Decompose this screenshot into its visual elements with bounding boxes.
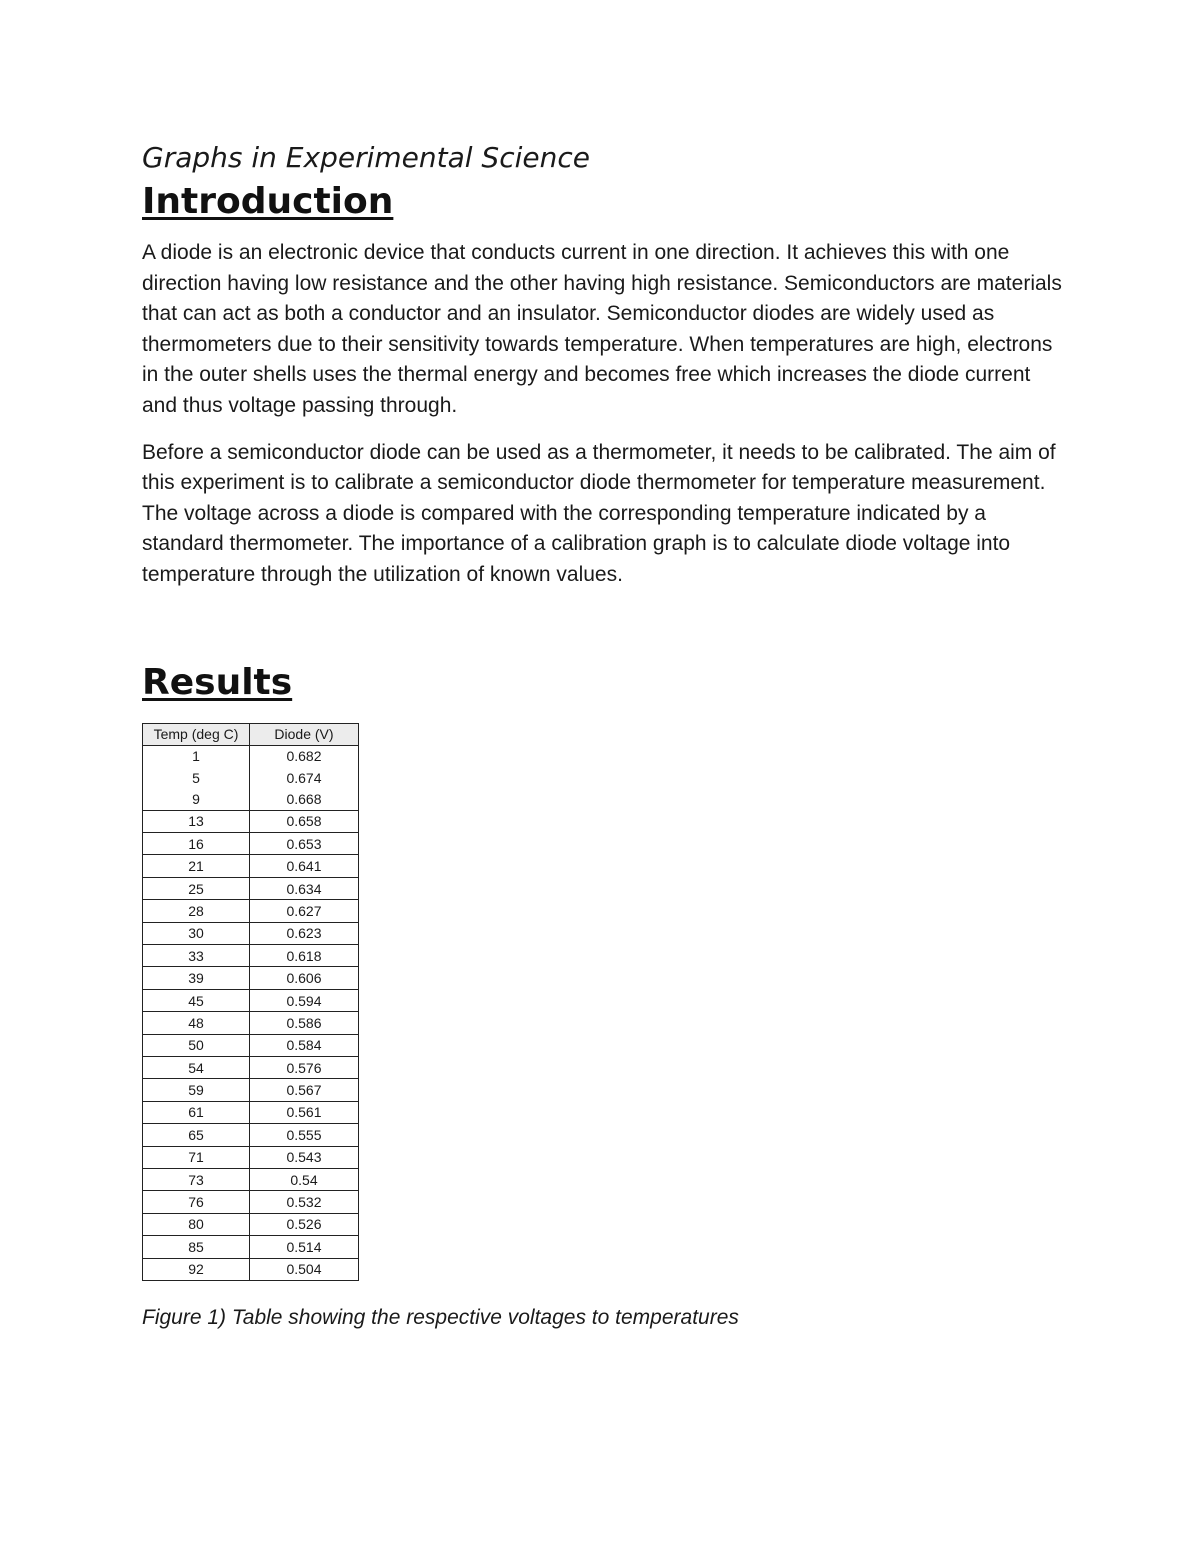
temp-cell: 92 (143, 1258, 250, 1280)
diode-cell: 0.504 (250, 1258, 359, 1280)
temp-cell: 76 (143, 1191, 250, 1213)
temp-cell: 16 (143, 833, 250, 855)
diode-cell: 0.526 (250, 1213, 359, 1235)
temp-cell: 45 (143, 989, 250, 1011)
table-row (143, 833, 359, 855)
temp-cell: 5 (143, 767, 250, 788)
diode-cell: 0.634 (250, 877, 359, 899)
temp-cell: 85 (143, 1236, 250, 1258)
diode-cell: 0.653 (250, 833, 359, 855)
temp-cell: 48 (143, 1012, 250, 1034)
table-row (143, 945, 359, 967)
column-header-diode: Diode (V) (250, 723, 359, 745)
temp-cell: 25 (143, 877, 250, 899)
diode-cell: 0.623 (250, 922, 359, 944)
table-row (143, 1236, 359, 1258)
table-row (143, 1079, 359, 1101)
table-row (143, 855, 359, 877)
temp-cell: 73 (143, 1168, 250, 1190)
diode-cell: 0.514 (250, 1236, 359, 1258)
temp-cell: 13 (143, 810, 250, 832)
table-row (143, 1034, 359, 1056)
temp-cell: 39 (143, 967, 250, 989)
table-row (143, 967, 359, 989)
temp-cell: 80 (143, 1213, 250, 1235)
table-row (143, 1101, 359, 1123)
diode-cell: 0.567 (250, 1079, 359, 1101)
diode-cell: 0.532 (250, 1191, 359, 1213)
table-row (143, 922, 359, 944)
temp-cell: 1 (143, 745, 250, 767)
diode-cell: 0.555 (250, 1124, 359, 1146)
diode-cell: 0.543 (250, 1146, 359, 1168)
results-table (142, 723, 359, 1281)
table-row (143, 877, 359, 899)
temp-cell: 65 (143, 1124, 250, 1146)
temp-cell: 59 (143, 1079, 250, 1101)
table-row (143, 1213, 359, 1235)
diode-cell: 0.584 (250, 1034, 359, 1056)
table-row (143, 767, 359, 788)
table-row (143, 989, 359, 1011)
temp-cell: 21 (143, 855, 250, 877)
table-row (143, 745, 359, 767)
temp-cell: 54 (143, 1057, 250, 1079)
table-row (143, 1168, 359, 1190)
temp-cell: 9 (143, 788, 250, 810)
diode-cell: 0.54 (250, 1168, 359, 1190)
table-row (143, 1057, 359, 1079)
temp-cell: 33 (143, 945, 250, 967)
diode-cell: 0.561 (250, 1101, 359, 1123)
table-header-row (143, 723, 359, 745)
temp-cell: 50 (143, 1034, 250, 1056)
table-row (143, 810, 359, 832)
figure-caption: Figure 1) Table showing the respective voltages to temperatures (142, 1305, 739, 1329)
diode-cell: 0.674 (250, 767, 359, 788)
temp-cell: 71 (143, 1146, 250, 1168)
diode-cell: 0.641 (250, 855, 359, 877)
table-row (143, 1191, 359, 1213)
table-body (143, 745, 359, 1280)
intro-paragraph-1: A diode is an electronic device that conducts current in one direction. It achieves this with one direction having low resistance and the other having high resistance. Semiconductors are materials that can act as both a conductor and an insulator. Semiconductor diodes are widely used as thermometers due to their sensitivity towards temperature. When temperatures are high, electrons in the outer shells uses the thermal energy and becomes free which increases the diode current and thus voltage passing through. (142, 241, 1062, 417)
diode-cell: 0.658 (250, 810, 359, 832)
diode-cell: 0.682 (250, 745, 359, 767)
column-header-temp: Temp (deg C) (143, 723, 250, 745)
table-row (143, 1012, 359, 1034)
diode-cell: 0.627 (250, 900, 359, 922)
diode-cell: 0.606 (250, 967, 359, 989)
table-row (143, 1258, 359, 1280)
diode-cell: 0.668 (250, 788, 359, 810)
document-page (142, 138, 1062, 1333)
table-row (143, 1146, 359, 1168)
document-subtitle: Graphs in Experimental Science (142, 141, 590, 174)
temp-cell: 30 (143, 922, 250, 944)
results-heading: Results (142, 661, 293, 703)
temp-cell: 28 (143, 900, 250, 922)
diode-cell: 0.594 (250, 989, 359, 1011)
table-row (143, 900, 359, 922)
table-row (143, 788, 359, 810)
table-row (143, 1124, 359, 1146)
diode-cell: 0.618 (250, 945, 359, 967)
intro-paragraph-2: Before a semiconductor diode can be used as a thermometer, it needs to be calibrated. The aim of this experiment is to calibrate a semiconductor diode thermometer for temperature measurement. The voltage across a diode is compared with the corresponding temperature indicated by a standard thermometer. The importance of a calibration graph is to calculate diode voltage into temperature through the utilization of known values. (142, 440, 1056, 586)
temp-cell: 61 (143, 1101, 250, 1123)
introduction-heading: Introduction (142, 181, 394, 222)
diode-cell: 0.576 (250, 1057, 359, 1079)
diode-cell: 0.586 (250, 1012, 359, 1034)
